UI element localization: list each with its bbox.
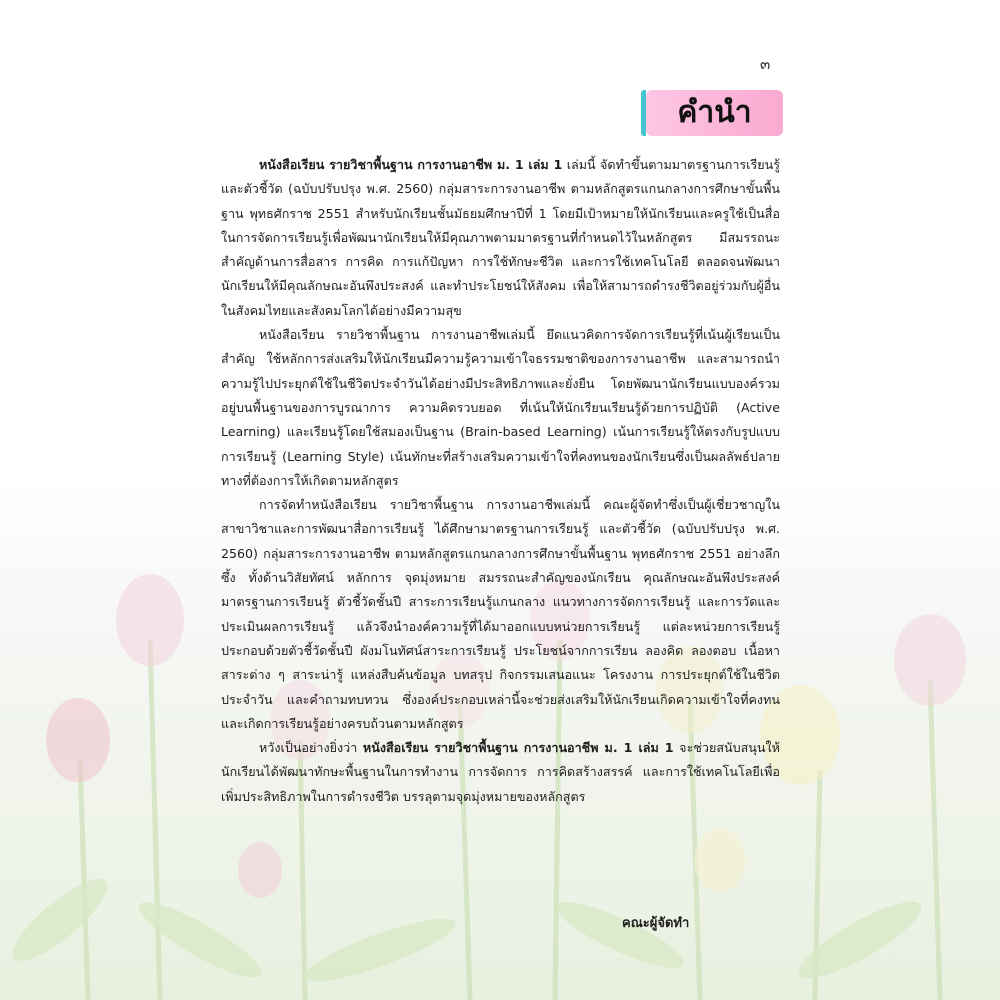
- paragraph-2: [221, 323, 780, 493]
- paragraph-3: [221, 493, 780, 736]
- signature: คณะผู้จัดทำ: [622, 916, 690, 931]
- page-title: คำนำ: [677, 95, 752, 130]
- preface-body: [221, 153, 780, 809]
- paragraph-1: [221, 153, 780, 323]
- book-title-bold: หนังสือเรียน รายวิชาพื้นฐาน การงานอาชีพ ม. 1 เล่ม 1: [259, 157, 563, 172]
- paragraph-text: หนังสือเรียน รายวิชาพื้นฐาน การงานอาชีพเล่มนี้ ยึดแนวคิดการจัดการเรียนรู้ที่เน้นผู้เรียนเป็นสำคัญ ใช้หลักการส่งเสริมให้นักเรียนมีความรู้ความเข้าใจธรรมชาติของการงานอาชีพ และสามารถนำความรู้ไปประยุกต์ใช้ในชีวิตประจำวันได้อย่างมีประสิทธิภาพและยั่งยืน โดยพัฒนานักเรียนแบบองค์รวมอยู่บนพื้นฐานของการบูรณาการ ความคิดรวบยอด ที่เน้นให้นักเรียนเรียนรู้ด้วยการปฏิบัติ (Active Learning) และเรียนรู้โดยใช้สมองเป็นฐาน (Brain-based Learning) เน้นการเรียนรู้ให้ตรงกับรูปแบบการเรียนรู้ (Learning Style) เน้นทักษะที่สร้างเสริมความเข้าใจที่คงทนของนักเรียนซึ่งเป็นผลลัพธ์ปลายทางที่ต้องการให้เกิดตามหลักสูตร: [221, 327, 780, 488]
- paragraph-4: [221, 736, 780, 809]
- page-number: ๓: [760, 55, 771, 73]
- paragraph-text: จะช่วยสนับสนุนให้นักเรียนได้พัฒนาทักษะพื้นฐานในการทำงาน การจัดการ การคิดสร้างสรรค์ และการใช้เทคโนโลยีเพื่อเพิ่มประสิทธิภาพในการดำรงชีวิต บรรลุตามจุดมุ่งหมายของหลักสูตร: [221, 740, 780, 804]
- book-title-bold: หนังสือเรียน รายวิชาพื้นฐาน การงานอาชีพ ม. 1 เล่ม 1: [362, 740, 674, 756]
- paragraph-prefix: หวังเป็นอย่างยิ่งว่า: [259, 740, 363, 756]
- paragraph-text: เล่มนี้ จัดทำขึ้นตามมาตรฐานการเรียนรู้และตัวชี้วัด (ฉบับปรับปรุง พ.ศ. 2560) กลุ่มสาระการงานอาชีพ ตามหลักสูตรแกนกลางการศึกษาขั้นพื้นฐาน พุทธศักราช 2551 สำหรับนักเรียนชั้นมัธยมศึกษาปีที่ 1 โดยมีเป้าหมายให้นักเรียนและครูใช้เป็นสื่อในการจัดการเรียนรู้เพื่อพัฒนานักเรียนให้มีคุณภาพตามมาตรฐานที่กำหนดไว้ในหลักสูตร มีสมรรถนะสำคัญด้านการสื่อสาร การคิด การแก้ปัญหา การใช้ทักษะชีวิต และการใช้เทคโนโลยี ตลอดจนพัฒนานักเรียนให้มีคุณลักษณะอันพึงประสงค์ และทำประโยชน์ให้สังคม เพื่อให้สามารถดำรงชีวิตอยู่ร่วมกับผู้อื่นในสังคมไทยและสังคมโลกได้อย่างมีความสุข: [221, 157, 780, 318]
- paragraph-text: การจัดทำหนังสือเรียน รายวิชาพื้นฐาน การงานอาชีพเล่มนี้ คณะผู้จัดทำซึ่งเป็นผู้เชี่ยวชาญในสาขาวิชาและการพัฒนาสื่อการเรียนรู้ ได้ศึกษามาตรฐานการเรียนรู้ และตัวชี้วัด (ฉบับปรับปรุง พ.ศ. 2560) กลุ่มสาระการงานอาชีพ ตามหลักสูตรแกนกลางการศึกษาขั้นพื้นฐาน พุทธศักราช 2551 อย่างลึกซึ้ง ทั้งด้านวิสัยทัศน์ หลักการ จุดมุ่งหมาย สมรรถนะสำคัญของนักเรียน คุณลักษณะอันพึงประสงค์ มาตรฐานการเรียนรู้ ตัวชี้วัดชั้นปี สาระการเรียนรู้แกนกลาง แนวทางการจัดการเรียนรู้ และการวัดและประเมินผลการเรียนรู้ แล้วจึงนำองค์ความรู้ที่ได้มาออกแบบหน่วยการเรียนรู้ แต่ละหน่วยการเรียนรู้ประกอบด้วยตัวชี้วัดชั้นปี ผังมโนทัศน์สาระการเรียนรู้ ประโยชน์จากการเรียน ลองคิด ลองตอบ เนื้อหาสาระต่าง ๆ สาระน่ารู้ แหล่งสืบค้นข้อมูล บทสรุป กิจกรรมเสนอแนะ โครงงาน การประยุกต์ใช้ในชีวิตประจำวัน และคำถามทบทวน ซึ่งองค์ประกอบเหล่านี้จะช่วยส่งเสริมให้นักเรียนเกิดความเข้าใจที่คงทน และเกิดการเรียนรู้อย่างครบถ้วนตามหลักสูตร: [221, 497, 780, 731]
- title-banner: [646, 90, 783, 136]
